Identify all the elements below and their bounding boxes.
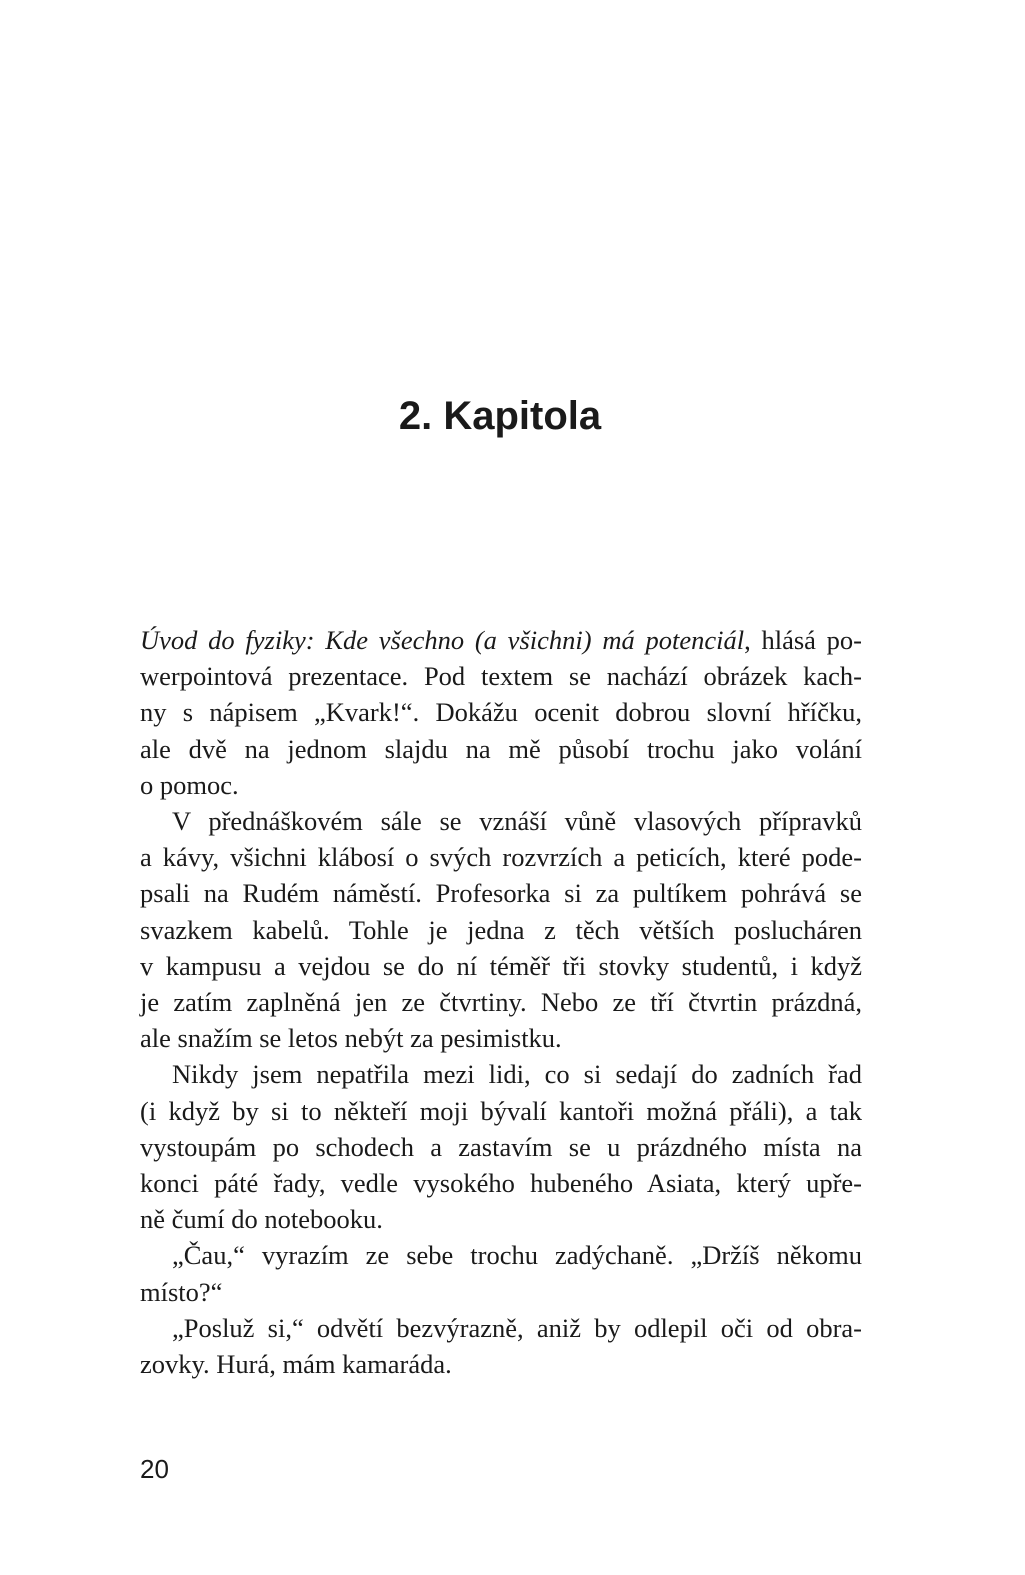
text-line: V přednáškovém sále se vznáší vůně vlasových přípravků [172, 806, 862, 837]
paragraph [140, 1056, 862, 1237]
paragraph [140, 1237, 862, 1309]
text-line: konci páté řady, vedle vysokého hubeného Asiata, který upře- [140, 1168, 862, 1199]
text-line: v kampusu a vejdou se do ní téměř tři stovky studentů, i když [140, 950, 862, 981]
text-line: je zatím zaplněná jen ze čtvrtiny. Nebo ze tří čtvrtin prázdná, [140, 987, 862, 1018]
paragraph [140, 1310, 862, 1382]
text-line: vystoupám po schodech a zastavím se u prázdného místa na [140, 1131, 862, 1162]
text-line: „Posluž si,“ odvětí bezvýrazně, aniž by odlepil oči od obra- [172, 1312, 862, 1343]
text-line [140, 622, 862, 658]
text-line: werpointová prezentace. Pod textem se nachází obrázek kach- [140, 661, 862, 692]
text-line: ale snažím se letos nebýt za pesimistku. [140, 1023, 562, 1054]
slide-title-italic: Úvod do fyziky: Kde všechno (a všichni) má potenciál [140, 625, 745, 655]
text-line: a kávy, všichni klábosí o svých rozvrzích a peticích, které pode- [140, 842, 862, 873]
text-line: (i když by si to někteří moji bývalí kantoři možná přáli), a tak [140, 1095, 862, 1126]
paragraph [140, 622, 862, 803]
paragraph [140, 803, 862, 1056]
text-line: ale dvě na jednom slajdu na mě působí trochu jako volání [140, 733, 862, 764]
text-line: ně čumí do notebooku. [140, 1204, 383, 1235]
text-line: psali na Rudém náměstí. Profesorka si za pultíkem pohrává se [140, 878, 862, 909]
text-line: o pomoc. [140, 769, 239, 800]
text-line-rest: , hlásá po- [744, 625, 863, 655]
page-number: 20 [140, 1454, 169, 1484]
text-line: zovky. Hurá, mám kamaráda. [140, 1349, 452, 1380]
text-line: svazkem kabelů. Tohle je jedna z těch větších poslucháren [140, 914, 862, 945]
text-line: ny s nápisem „Kvark!“. Dokážu ocenit dobrou slovní hříčku, [140, 697, 862, 728]
chapter-title: 2. Kapitola [398, 394, 602, 438]
chapter-body [140, 622, 862, 1382]
text-line: „Čau,“ vyrazím ze sebe trochu zadýchaně. „Držíš někomu [172, 1240, 862, 1271]
text-line: místo?“ [140, 1276, 223, 1307]
text-line: Nikdy jsem nepatřila mezi lidi, co si sedají do zadních řad [172, 1059, 862, 1090]
